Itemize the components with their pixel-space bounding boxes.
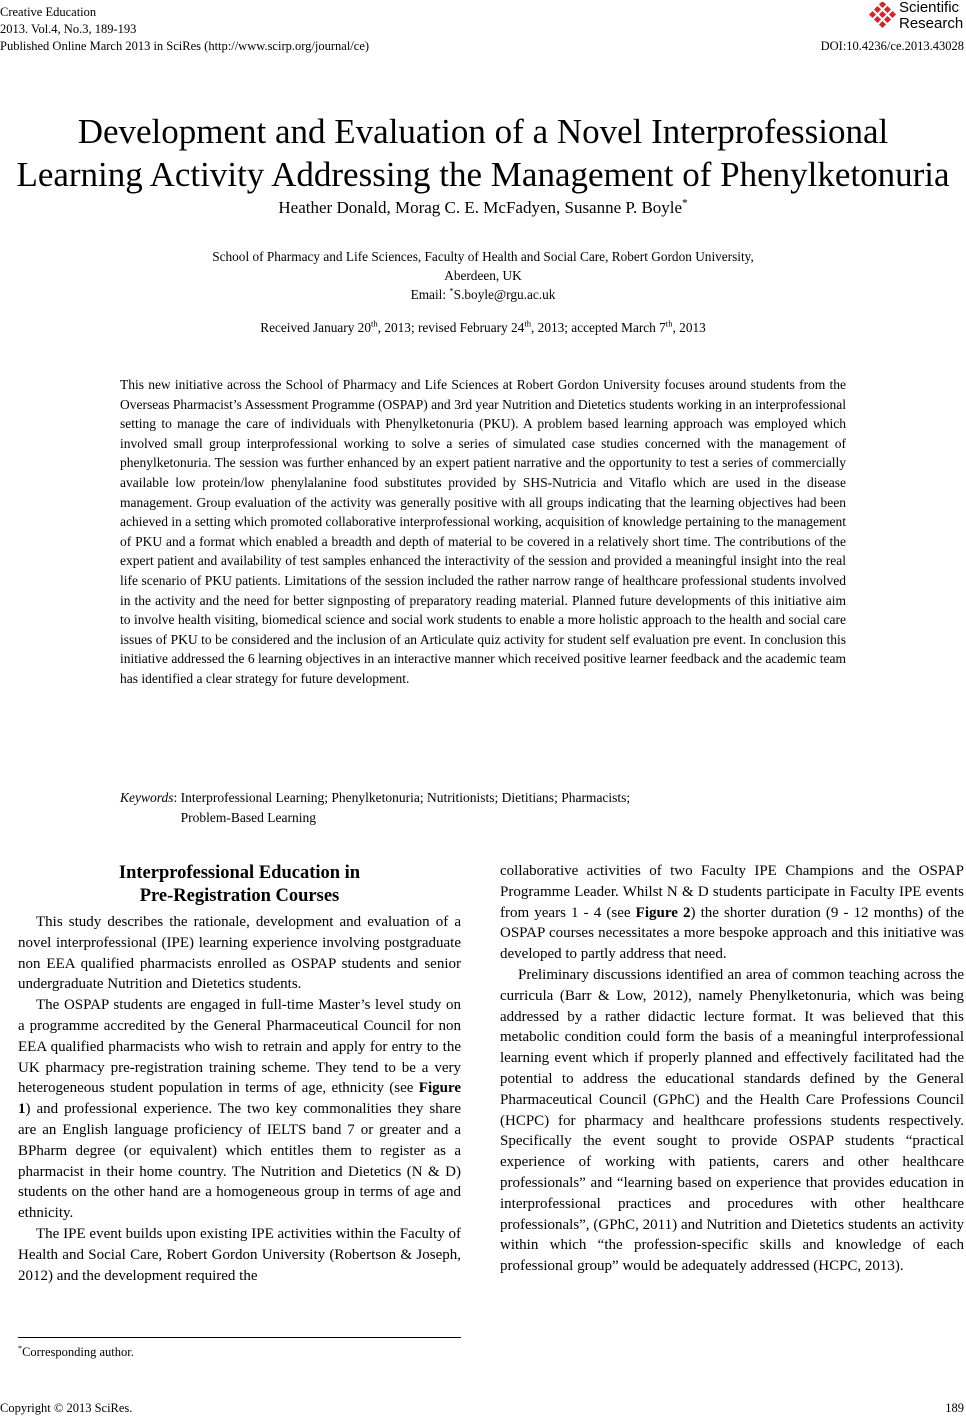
author-mark: * — [682, 197, 688, 210]
footnote: *Corresponding author. — [18, 1343, 134, 1359]
keywords-label: Keywords — [120, 790, 174, 805]
paragraph: collaborative activities of two Faculty IPE Champions and the OSPAP Programme Leader. Whilst N & D students participate in Faculty IPE events from years 1 - 4 (see Figure 2) the shorter duration (9 - 12 months) of the OSPAP courses necessitates a more bespoke approach and this initiative was developed to partly address that need. — [500, 863, 964, 963]
section-heading: Interprofessional Education in Pre-Registration Courses — [118, 863, 361, 906]
left-column — [18, 912, 461, 1286]
received-dates: Received January 20th, 2013; revised February 24th, 2013; accepted March 7th, 2013 — [260, 318, 706, 335]
doi: DOI:10.4236/ce.2013.43028 — [820, 39, 964, 53]
journal-volume: 2013. Vol.4, No.3, 189-193 — [0, 22, 137, 36]
scientific-research-logo — [866, 0, 966, 38]
logo-diamond-icon — [866, 2, 900, 36]
journal-name: Creative Education — [0, 5, 97, 19]
figure-1-ref[interactable]: Figure 1 — [18, 1080, 461, 1118]
copyright: Copyright © 2013 SciRes. — [0, 1401, 133, 1415]
running-header — [0, 4, 369, 55]
email-link[interactable]: S.boyle@rgu.ac.uk — [453, 287, 556, 302]
paragraph: The IPE event builds upon existing IPE activities within the Faculty of Health and Social Care, Robert Gordon University (Robertson & Joseph, 2012) and the development required the — [18, 1225, 461, 1284]
abstract: This new initiative across the School of Pharmacy and Life Sciences at Robert Gordon University focuses around students from the Overseas Pharmacist’s Assessment Programme (OSPAP) and 3rd year Nutrition and Dietetics students working in an interprofessional setting to manage the care of individuals with Phenylketonuria (PKU). A problem based learning approach was employed which involved small group interprofessional working to solve a series of simulated case studies concerned with the management of phenylketonuria. The session was further enhanced by an expert patient narrative and the opportunity to test a series of commercially available low protein/low phenylalanine food substitutes provided by SHS-Nutricia and Vitaflo which are used in the disease management. Group evaluation of the activity was generally positive with all groups indicating that the learning objectives had been achieved in a setting which promoted collaborative interprofessional working, acquisition of knowledge pertaining to the management of PKU and a format which enabled a breadth and depth of material to be covered in a relatively short time. The contributions of the expert patient and availability of test samples enhanced the interactivity of the session and provided a meaningful insight into the real life scenario of PKU patients. Limitations of the session included the rather narrow range of healthcare professional students involved in the activity and the need for better signposting of preparatory reading material. Planned future developments of this initiative aim to involve health visiting, biomedical science and social work students to enable a more holistic approach to the health and social care issues of PKU to be considered and the inclusion of an Articulate quiz activity for student self evaluation pre event. In conclusion this initiative addressed the 6 learning objectives in an interactive manner which received positive learner feedback and the academic team has identified a clear strategy for future development. — [120, 377, 846, 686]
affiliation: School of Pharmacy and Life Sciences, Faculty of Health and Social Care, Robert Gordon University, Aberdeen, UK Email: *S.boyle@rgu.ac.uk — [150, 247, 816, 304]
paper-title: Development and Evaluation of a Novel Interprofessional Learning Activity Addressing the Management of Phenylketonuria — [16, 112, 950, 194]
logo-text-line1: Scientific — [899, 0, 960, 16]
authors: Heather Donald, Morag C. E. McFadyen, Susanne P. Boyle* — [278, 197, 688, 217]
logo-text-line2: Research — [899, 15, 964, 32]
page-number: 189 — [945, 1401, 964, 1415]
footnote-divider — [18, 1337, 461, 1338]
email-line: Email: *S.boyle@rgu.ac.uk — [410, 285, 556, 302]
paragraph: This study describes the rationale, development and evaluation of a novel interprofessional (IPE) learning experience involving postgraduate non EEA qualified pharmacists enrolled as OSPAP students and senior undergraduate Nutrition and Dietetics students. — [18, 914, 461, 993]
right-column — [500, 861, 964, 1277]
paragraph: Preliminary discussions identified an area of common teaching across the curricula (Barr & Low, 2012), namely Phenylketonuria, which was being addressed by a rather didactic lecture format. It was believed that this metabolic condition could form the basis of a meaningful interprofessional learning event which if properly planned and effectively facilitated had the potential to address the educational standards defined by the General Pharmaceutical Council (GPhC) and the Health Care Professions Council (HCPC) for pharmacy and healthcare professions students respectively. Specifically the event sought to provide OSPAP students “practical experience of working with patients, carers and other healthcare professionals” and “learning based on experience that provides education in interprofessional practices and procedures with other healthcare professionals”, (GPhC, 2011) and Nutrition and Dietetics students an activity within which “the profession-specific skills and knowledge of each professional group” would be adequately addressed (HCPC, 2013). — [500, 966, 964, 1275]
keywords: Keywords: Interprofessional Learning; Phenylketonuria; Nutritionists; Dietitians; Pharmacists; Problem-Based Learning — [120, 790, 631, 825]
paragraph: The OSPAP students are engaged in full-time Master’s level study on a programme accredited by the General Pharmaceutical Council for non EEA qualified pharmacists who wish to retrain and apply for entry to the UK pharmacy pre-registration training scheme. They tend to be a very heterogeneous student population in terms of age, ethnicity (see Figure 1) and professional experience. The two key commonalities they share are an English language proficiency of IELTS band 7 or greater and a BPharm degree (or equivalent) which entitles them to register as a pharmacist in their home country. The Nutrition and Dietetics (N & D) students on the other hand are a homogeneous group in terms of age and ethnicity. — [18, 997, 461, 1222]
figure-2-ref[interactable]: Figure 2 — [635, 904, 691, 921]
published-online: Published Online March 2013 in SciRes (http://www.scirp.org/journal/ce) — [0, 39, 370, 53]
